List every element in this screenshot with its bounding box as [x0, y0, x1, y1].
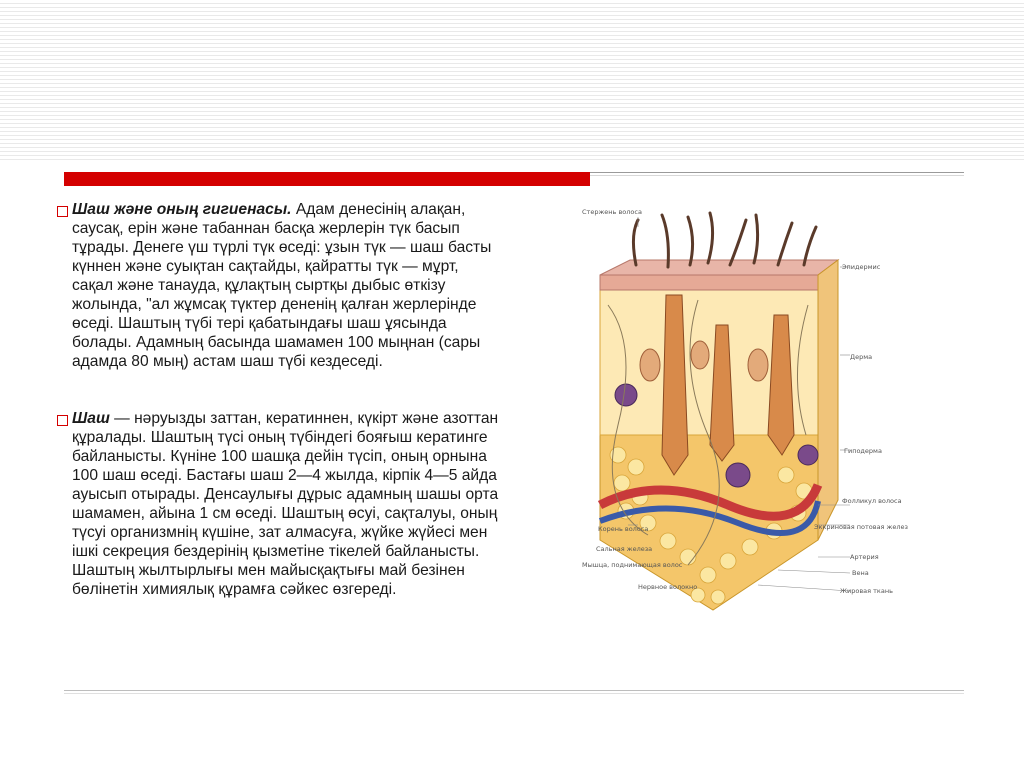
label-nerve-fiber: Нервное волокно [638, 583, 698, 591]
bullet-square-icon [57, 415, 68, 426]
label-arrector-muscle: Мышца, поднимающая волос [582, 561, 683, 569]
bottom-rule-light [64, 693, 964, 694]
paragraph-2-title: Шаш [72, 410, 110, 427]
skin-diagram-svg [578, 205, 908, 617]
title-bar [64, 172, 964, 186]
epidermis-layer [600, 275, 818, 290]
label-hair-follicle: Фолликул волоса [842, 497, 902, 505]
label-hypodermis: Гиподерма [844, 447, 882, 455]
label-hair-root: Корень волоса [598, 525, 649, 533]
bullet-square-icon [57, 206, 68, 217]
title-bar-red [64, 172, 590, 186]
paragraph-1 [72, 200, 502, 410]
skin-diagram [578, 205, 908, 617]
label-artery: Артерия [850, 553, 879, 561]
label-hair-shaft: Стержень волоса [582, 208, 642, 216]
label-fat-tissue: Жировая ткань [840, 587, 893, 595]
paragraph-1-title: Шаш және оның гигиенасы. [72, 201, 292, 218]
title-bar-rule [590, 172, 964, 173]
paragraph-2 [72, 409, 502, 664]
paragraph-1-text: Адам денесінің алақан, саусақ, ерін және табаннан басқа жерлерін түк басып тұрады. Денеге үш түрлі түк өседі: ұзын түк — шаш басты күннен және суықтан сақтайды, қайратты түк — мұрт, сақал және танауда, құлақтың сыртқы дыбыс өткізу жолында, "ал жұмсақ түктер дененің қалған жерлерінде өседі. Шаштың түбі тері қабатындағы шаш ұясында болады. Адамның басында шамамен 100 мыңнан (сары адамда 80 мың) астам шаш түбі кездеседі. [72, 201, 492, 370]
hair-shafts [633, 213, 816, 267]
side-face [818, 260, 838, 540]
bottom-rule [64, 690, 964, 691]
label-epidermis: Эпидермис [842, 263, 881, 271]
label-dermis: Дерма [850, 353, 873, 361]
label-sebaceous-gland: Сальная железа [596, 545, 653, 553]
label-vein: Вена [852, 569, 869, 577]
paragraph-2-text: — нәруызды заттан, кератиннен, күкірт және азоттан құралады. Шаштың түсі оның түбіндегі бояғыш кератинге байланысты. Күніне 100 шашқа дейін түсіп, оның орнына 100 шаш өседі. Бастағы шаш 2—4 жылда, кірпік 4—5 айда ауысып отырады. Денсаулығы дұрыс адамның шашы орта шамамен, айына 1 см өседі. Шаштың өсуі, сақталуы, оның түсуі организмнің күшіне, зат алмасуға, жүйке жүйесі мен ішкі секреция бездерінің қызметіне тікелей байланысты. Шаштың жылтырлығы мен майысқақтығы май безінен бөлінетін химиялық құрамға сәйкес өзгереді. [72, 410, 499, 598]
title-bar-rule-light [590, 175, 964, 176]
label-eccrine-gland: Эккриновая потовая железа [814, 523, 908, 531]
